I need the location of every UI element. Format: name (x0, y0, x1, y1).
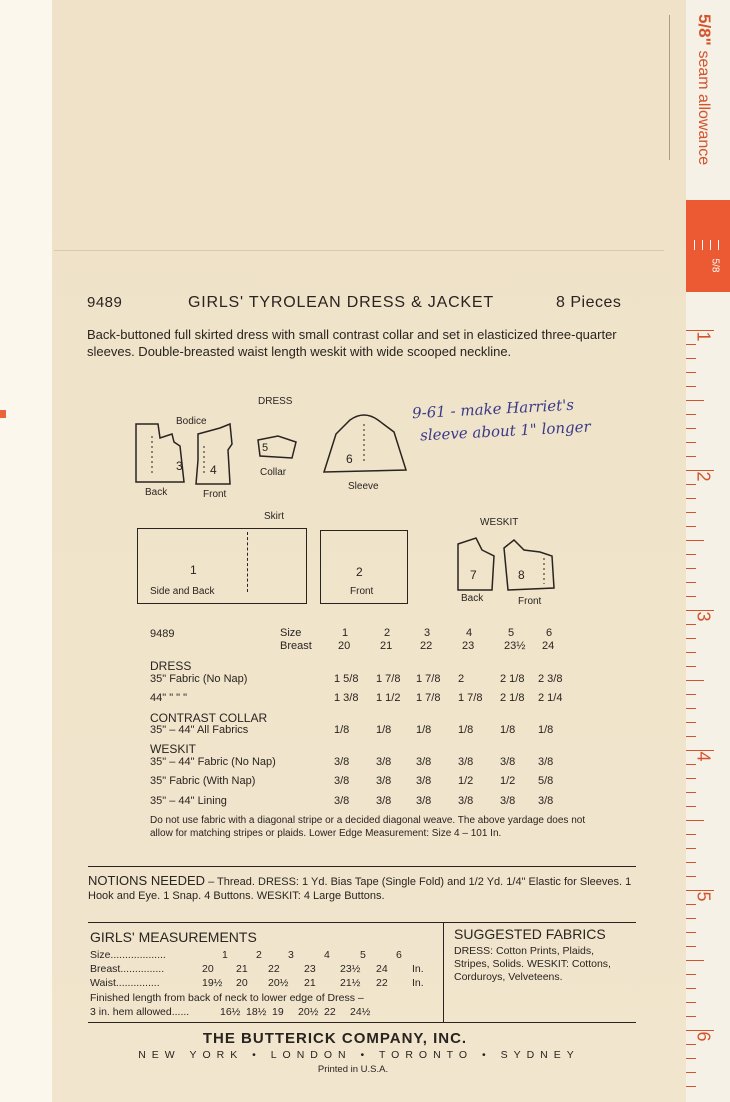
yardage-cell: 1/8 (376, 724, 392, 736)
weskit-front-label: Front (518, 596, 542, 607)
ruler-tick (686, 680, 704, 681)
yardage-breast-4: 23 (462, 640, 475, 652)
meas-breasts-4: 23 (304, 963, 316, 975)
ruler-tick (686, 1086, 696, 1087)
yardage-cell: 3/8 (538, 795, 554, 807)
yardage-cell: 3/8 (500, 795, 516, 807)
piece-1: 1 (190, 563, 197, 577)
notions-heading: NOTIONS NEEDED (88, 873, 206, 888)
yardage-cell: 1 5/8 (334, 673, 359, 685)
ruler-tick (686, 596, 696, 597)
yardage-row-label: 35" – 44" Lining (150, 795, 227, 807)
yardage-cell: 1 7/8 (416, 692, 441, 704)
skirt-label: Skirt (264, 511, 284, 522)
ruler-tick (686, 442, 696, 443)
suggested-fabrics (454, 926, 634, 984)
finished-length-5: 22 (324, 1006, 336, 1018)
yardage-pattern-number: 9489 (150, 628, 175, 640)
piece-3: 3 (176, 459, 183, 473)
yardage-row-label: 44" " " " (150, 692, 188, 704)
ruler-tick (686, 904, 696, 905)
ruler-tick (686, 512, 696, 513)
yardage-cell: 3/8 (376, 795, 392, 807)
piece-5: 5 (262, 442, 269, 454)
finished-length-text: Finished length from back of neck to lower edge of Dress – (90, 992, 364, 1004)
yardage-cell: 2 (458, 673, 465, 685)
bodice-label: Bodice (176, 416, 207, 427)
skirt-front-label: Front (350, 586, 374, 597)
weskit-heading: WESKIT (150, 742, 197, 756)
yardage-breast-1: 20 (338, 640, 351, 652)
ruler-inch-2: 2 (693, 471, 714, 482)
handwritten-note-line1: 9-61 - make Harriet's (411, 395, 575, 423)
yardage-cell: 3/8 (458, 756, 474, 768)
yardage-cell: 3/8 (416, 756, 432, 768)
yardage-cell: 5/8 (538, 775, 554, 787)
bodice-front-label: Front (203, 489, 227, 500)
yardage-size-4: 4 (466, 627, 473, 639)
ruler-tick (686, 778, 696, 779)
collar-heading: CONTRAST COLLAR (150, 711, 268, 725)
piece-8: 8 (518, 568, 525, 582)
ruler-tick (686, 386, 696, 387)
ruler-tick (686, 666, 696, 667)
ruler-tick (686, 526, 696, 527)
meas-breast-unit: In. (412, 963, 424, 975)
yardage-cell: 3/8 (376, 756, 392, 768)
ruler-inch-5: 5 (693, 891, 714, 902)
yardage-cell: 3/8 (416, 795, 432, 807)
yardage-breast-6: 24 (542, 640, 555, 652)
yardage-cell: 1/8 (334, 724, 350, 736)
yardage-cell: 1/8 (538, 724, 554, 736)
piece-2: 2 (356, 565, 363, 579)
printed-in: Printed in U.S.A. (317, 1064, 389, 1075)
yardage-size-5: 5 (508, 627, 515, 639)
weskit-pieces (452, 534, 562, 598)
piece-4: 4 (210, 463, 217, 477)
ruler-tick (686, 540, 704, 541)
ruler-tick (686, 358, 696, 359)
pattern-title: GIRLS' TYROLEAN DRESS & JACKET (188, 294, 494, 311)
meas-sizes-4: 4 (324, 949, 330, 961)
meas-breasts-6: 24 (376, 963, 388, 975)
weskit-diagram-label: WESKIT (480, 517, 519, 528)
meas-waists-4: 21 (304, 977, 316, 989)
yardage-size-6: 6 (546, 627, 553, 639)
notions-text: – Thread. DRESS: 1 Yd. Bias Tape (Single Fold) and 1/2 Yd. 1/4" Elastic for Sleeves. 1 Hook and Eye. 1 Snap. 4 Buttons. WESKIT: 4 Large Buttons. (88, 876, 632, 902)
sleeve-label: Sleeve (348, 481, 379, 492)
yardage-note: Do not use fabric with a diagonal stripe or a decided diagonal weave. The above yardage does not allow for matching stripes or plaids. Lower Edge Measurement: Size 4 – 101 In. (150, 815, 586, 839)
ruler-tick (686, 722, 696, 723)
piece-7: 7 (470, 568, 477, 582)
yardage-breast-3: 22 (420, 640, 433, 652)
yardage-cell: 3/8 (500, 756, 516, 768)
meas-breasts-1: 20 (202, 963, 214, 975)
bodice-back-label: Back (145, 487, 168, 498)
dress-heading: DRESS (150, 659, 192, 673)
ruler-tick (686, 876, 696, 877)
meas-waists-6: 22 (376, 977, 388, 989)
meas-sizes-6: 6 (396, 949, 402, 961)
fold-line (54, 250, 664, 251)
ruler-tick (686, 918, 696, 919)
yardage-cell: 1/8 (416, 724, 432, 736)
yardage-cell: 2 1/8 (500, 692, 525, 704)
ruler-tick (686, 974, 696, 975)
yardage-cell: 3/8 (376, 775, 392, 787)
finished-length-2: 18½ (246, 1006, 267, 1018)
yardage-cell: 1 7/8 (458, 692, 483, 704)
bodice-pieces (130, 420, 240, 492)
pattern-pieces: 8 Pieces (556, 294, 622, 311)
ruler-tick (686, 624, 696, 625)
fabrics-heading: SUGGESTED FABRICS (454, 926, 606, 942)
ruler-tick (686, 428, 696, 429)
company-cities: NEW YORK • LONDON • TORONTO • SYDNEY (138, 1049, 580, 1061)
finished-length-6: 24½ (350, 1006, 371, 1018)
yardage-size-2: 2 (384, 627, 391, 639)
divider-footer (88, 1022, 636, 1023)
yardage-row-label: 35" Fabric (With Nap) (150, 775, 256, 787)
ruler-tick (686, 862, 696, 863)
yardage-size-3: 3 (424, 627, 431, 639)
yardage-cell: 1 7/8 (416, 673, 441, 685)
divider-measurements (88, 922, 636, 923)
company-name: THE BUTTERICK COMPANY, INC. (202, 1030, 468, 1047)
yardage-cell: 3/8 (538, 756, 554, 768)
piece-6: 6 (346, 452, 353, 466)
yardage-breast-2: 21 (380, 640, 393, 652)
yardage-cell: 3/8 (416, 775, 432, 787)
ruler-tick (686, 932, 696, 933)
fabrics-text: DRESS: Cotton Prints, Plaids, Stripes, Solids. WESKIT: Cottons, Corduroys, Velveteens. (454, 945, 611, 983)
ruler-tick (686, 638, 696, 639)
ruler-tick (686, 400, 704, 401)
handwritten-note-line2: sleeve about 1" longer (419, 417, 592, 445)
yardage-cell: 1/2 (500, 775, 516, 787)
yardage-cell: 1/8 (500, 724, 516, 736)
weskit-back-label: Back (461, 593, 484, 604)
ruler-tick (686, 582, 696, 583)
weskit-front-piece (504, 540, 554, 590)
ruler-tick (686, 764, 696, 765)
yardage-row-label: 35" Fabric (No Nap) (150, 673, 248, 685)
ruler-tick (686, 736, 696, 737)
ruler-tick (686, 414, 696, 415)
meas-waists-5: 21½ (340, 977, 361, 989)
yardage-breast-label: Breast (280, 640, 312, 652)
dress-diagram-label: DRESS (258, 396, 293, 407)
ruler-highlight (686, 200, 730, 292)
meas-waist-unit: In. (412, 977, 424, 989)
ruler-tick (686, 820, 704, 821)
ruler-tick (686, 694, 696, 695)
finished-length-hem: 3 in. hem allowed...... (90, 1006, 190, 1018)
ruler-tick (686, 456, 696, 457)
meas-sizes-3: 3 (288, 949, 294, 961)
finished-length-1: 16½ (220, 1006, 241, 1018)
weskit-back-piece (458, 538, 494, 590)
ruler-tick (686, 1002, 696, 1003)
notions-block (88, 874, 638, 903)
bodice-back-piece (136, 424, 184, 482)
ruler-tick (686, 988, 696, 989)
ruler-tick (686, 946, 696, 947)
meas-sizes-1: 1 (222, 949, 228, 961)
yardage-breast-5: 23½ (504, 640, 526, 652)
finished-length-3: 19 (272, 1006, 284, 1018)
ruler-tick (686, 960, 704, 961)
meas-sizes-2: 2 (256, 949, 262, 961)
yardage-cell: 3/8 (458, 795, 474, 807)
yardage-cell: 3/8 (334, 775, 350, 787)
yardage-cell: 2 1/8 (500, 673, 525, 685)
meas-breasts-5: 23½ (340, 963, 361, 975)
meas-breasts-3: 22 (268, 963, 280, 975)
meas-sizes-5: 5 (360, 949, 366, 961)
yardage-cell: 1 7/8 (376, 673, 401, 685)
yardage-size-label: Size (280, 627, 302, 639)
meas-breast-label: Breast............... (90, 963, 165, 975)
side-back-label: Side and Back (150, 586, 215, 597)
finished-length-4: 20½ (298, 1006, 319, 1018)
ruler-fraction: 5/8" (695, 14, 714, 46)
ruler-tick (686, 484, 696, 485)
ruler-tick (686, 806, 696, 807)
ruler-inner-fraction: 5/8 (709, 258, 721, 273)
pattern-number: 9489 (87, 294, 123, 311)
yardage-cell: 2 3/8 (538, 673, 563, 685)
seam-ruler (686, 0, 730, 1102)
ruler-tick (686, 792, 696, 793)
ruler-inch-4: 4 (693, 751, 714, 762)
ruler-tick (686, 708, 696, 709)
ruler-tick (686, 568, 696, 569)
meas-waists-1: 19½ (202, 977, 223, 989)
ruler-guide-line (669, 15, 670, 160)
ruler-tick (686, 1016, 696, 1017)
sleeve-piece (320, 410, 410, 478)
pattern-description: Back-buttoned full skirted dress with small contrast collar and set in elasticized three-quarter sleeves. Double-breasted waist length weskit with wide scooped neckline. (87, 327, 617, 359)
yardage-cell: 2 1/4 (538, 692, 563, 704)
meas-waists-3: 20½ (268, 977, 289, 989)
measurements-heading: GIRLS' MEASUREMENTS (90, 929, 257, 945)
ruler-tick (686, 652, 696, 653)
yardage-cell: 3/8 (334, 756, 350, 768)
yardage-size-1: 1 (342, 627, 349, 639)
divider-notions (88, 866, 636, 867)
ruler-label: seam allowance (695, 50, 712, 166)
yardage-cell: 1 3/8 (334, 692, 359, 704)
ruler-inch-3: 3 (693, 611, 714, 622)
collar-label: Collar (260, 467, 287, 478)
ruler-tick (686, 498, 696, 499)
yardage-row-label: 35" – 44" Fabric (No Nap) (150, 756, 276, 768)
meas-breasts-2: 21 (236, 963, 248, 975)
edge-mark (0, 410, 6, 418)
yardage-cell: 1/8 (458, 724, 474, 736)
ruler-tick (686, 344, 696, 345)
meas-size-label: Size................... (90, 949, 166, 961)
yardage-cell: 1/2 (458, 775, 474, 787)
ruler-tick (686, 554, 696, 555)
ruler-tick (686, 372, 696, 373)
ruler-tick (686, 834, 696, 835)
meas-waists-2: 20 (236, 977, 248, 989)
ruler-tick (686, 848, 696, 849)
ruler-inch-6: 6 (693, 1031, 714, 1042)
ruler-inch-1: 1 (693, 331, 714, 342)
yardage-row-label: 35" – 44" All Fabrics (150, 724, 249, 736)
divider-fabrics-vertical (443, 922, 444, 1022)
yardage-cell: 1 1/2 (376, 692, 401, 704)
yardage-cell: 3/8 (334, 795, 350, 807)
meas-waist-label: Waist............... (90, 977, 160, 989)
